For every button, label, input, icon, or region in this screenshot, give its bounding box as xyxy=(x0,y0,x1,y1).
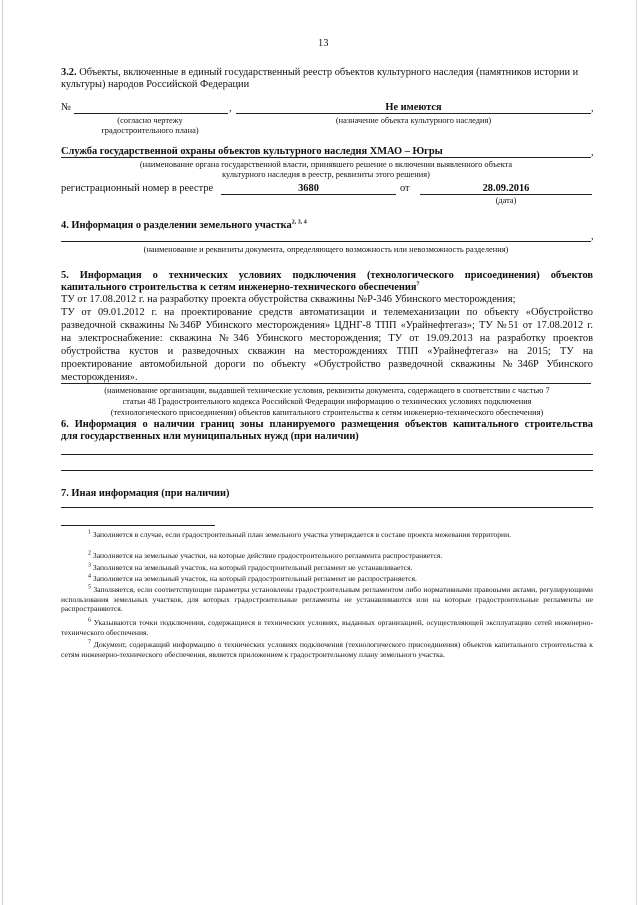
page-number: 13 xyxy=(318,38,329,49)
footnote-4-number: 4 xyxy=(88,573,91,580)
object-purpose-comma: , xyxy=(591,103,594,114)
object-number-caption: (согласно чертежу градостроительного плана) xyxy=(101,116,199,135)
footnote-separator xyxy=(61,525,215,526)
section-6-heading-line-1: 6. Информация о наличии границ зоны планируемого размещения объектов капитального строительства xyxy=(61,419,593,430)
section-5-caption-line-1: (наименование организации, выдавшей технические условия, реквизиты документа, содержащего в соответствии с частью 7 xyxy=(104,386,550,395)
heritage-authority-underline xyxy=(61,157,591,158)
footnote-3 xyxy=(61,563,593,573)
object-number-underline xyxy=(74,113,228,114)
registry-number-underline xyxy=(221,194,396,195)
footnote-1 xyxy=(61,530,593,540)
section-5-underline xyxy=(61,383,591,384)
footnote-7-number: 7 xyxy=(88,639,91,646)
section-4-heading-text: 4. Информация о разделении земельного участка xyxy=(61,220,292,231)
tu-line-1: ТУ от 17.08.2012 г. на разработку проекта обустройства скважины №Р-346 Убинского месторождения; xyxy=(61,294,516,305)
registry-date-caption: (дата) xyxy=(495,196,517,205)
tu-line-5: обустройства кустов и разведочных скважин на месторождениях ТПП «Урайнефтегаз» на 2015; ТУ на xyxy=(61,346,593,357)
section-6-underline-2 xyxy=(61,470,593,471)
section-5-heading-line-1: 5. Информация о технических условиях подключения (технологического присоединения) объектов xyxy=(61,270,593,281)
footnote-2-number: 2 xyxy=(88,550,91,557)
registry-date-label: от xyxy=(400,183,410,194)
footnote-7 xyxy=(61,640,593,659)
tu-line-7: месторождения». xyxy=(61,372,138,383)
section-6-heading-line-2: для государственных или муниципальных нужд (при наличии) xyxy=(61,431,359,442)
footnote-6 xyxy=(61,618,593,637)
section-5-caption-line-2: статьи 48 Градостроительного кодекса Российской Федерации информацию о технических условиях подключения xyxy=(122,397,532,406)
footnote-1-number: 1 xyxy=(88,529,91,536)
section-3-2-heading xyxy=(61,67,593,91)
section-3-2-heading-text: Объекты, включенные в единый государственный реестр объектов культурного наследия (памятников истории и культуры) народов Российской Федерации xyxy=(61,67,579,90)
section-4-comma: , xyxy=(591,231,594,242)
object-purpose-underline xyxy=(236,113,591,114)
footnote-6-text: Указываются точки подключения, содержащиеся в технических условиях, выданных организацией, осуществляющей эксплуатацию сетей инженерно-технического обеспечения. xyxy=(61,618,593,637)
section-5-heading-line-2 xyxy=(61,282,420,294)
registry-date-value: 28.09.2016 xyxy=(482,183,530,194)
tu-line-4: на электроснабжение: скважина №346 Убинского месторождения; ТУ от 19.09.2013 на разработку проектов xyxy=(61,333,593,344)
object-purpose-caption: (назначение объекта культурного наследия) xyxy=(335,116,492,125)
heritage-authority-name: Служба государственной охраны объектов культурного наследия ХМАО – Югры xyxy=(61,146,443,157)
footnote-5-text: Заполняется, если соответствующие параметры установлены градостроительным регламентом либо нормативными правовыми актами, регулирующими использования земельных участков, для которых градостроительные регламенты не устанавливаются или на которые градостроительные регламенты не распространяются. xyxy=(61,585,593,614)
footnote-5 xyxy=(61,585,593,614)
page-edge-left xyxy=(2,0,3,905)
footnote-2 xyxy=(61,551,593,561)
section-4-footnote-ref: 2, 3, 4 xyxy=(291,219,307,226)
tu-line-3: разведочной скважины №346Р Убинского месторождения» ЦДНГ-8 ТПП «Урайнефтегаз»; ТУ №51 от 17.08.2012 г. xyxy=(61,320,593,331)
section-5-caption-line-3: (технологического присоединения) объектов капитального строительства к сетям инженерно-технического обеспечения) xyxy=(110,408,544,417)
registry-number-value: 3680 xyxy=(298,183,319,194)
heritage-authority-comma: , xyxy=(591,147,594,158)
object-number-label: № xyxy=(61,102,71,113)
footnote-5-number: 5 xyxy=(88,584,91,591)
registry-date-underline xyxy=(420,194,592,195)
footnote-3-text: Заполняется на земельный участок, на который градостроительный регламент не устанавливается. xyxy=(92,563,413,572)
registry-number-label: регистрационный номер в реестре xyxy=(61,183,214,194)
footnote-4 xyxy=(61,574,593,584)
tu-line-2: ТУ от 09.01.2012 г. на проектирование средств автоматизации и телемеханизации по объекту «Обустройство xyxy=(61,307,593,318)
section-4-heading xyxy=(61,220,307,232)
footnote-7-text: Документ, содержащий информацию о технических условиях подключения (технологического присоединения) объектов капитального строительства к сетям инженерно-технического обеспечения, является приложением к градостроительному плану земельного участка. xyxy=(61,640,593,659)
heritage-authority-caption: (наименование органа государственной власти, принявшего решение о включении выявленного объекта культурного наследия в реестр, реквизиты этого решения) xyxy=(139,160,513,179)
footnote-6-number: 6 xyxy=(88,617,91,624)
footnote-2-text: Заполняется на земельные участки, на которые действие градостроительного регламента распространяется. xyxy=(92,551,443,560)
section-7-heading: 7. Иная информация (при наличии) xyxy=(61,488,230,499)
section-4-underline xyxy=(61,241,591,242)
section-5-footnote-ref: 7 xyxy=(416,281,420,288)
tu-line-6: проектирование автомобильной дороги по объекту «Обустройство разведочной скважины №346Р Убинского xyxy=(61,359,593,370)
section-7-underline xyxy=(61,507,593,508)
section-3-2-number: 3.2. xyxy=(61,67,77,78)
page-edge-right xyxy=(636,0,637,905)
object-number-comma: , xyxy=(229,103,232,114)
footnote-4-text: Заполняется на земельный участок, на который градостроительный регламент не распространяется. xyxy=(92,574,417,583)
section-5-heading-line-2-text: капитального строительства к сетям инженерно-технического обеспечения xyxy=(61,282,417,293)
footnote-3-number: 3 xyxy=(88,562,91,569)
object-purpose-value: Не имеются xyxy=(385,102,442,113)
section-4-caption: (наименование и реквизиты документа, определяющего возможность или невозможность разделения) xyxy=(143,245,509,254)
section-6-underline-1 xyxy=(61,454,593,455)
footnote-1-text: Заполняется в случае, если градостроительный план земельного участка утверждается в составе проекта межевания территории. xyxy=(92,530,512,539)
